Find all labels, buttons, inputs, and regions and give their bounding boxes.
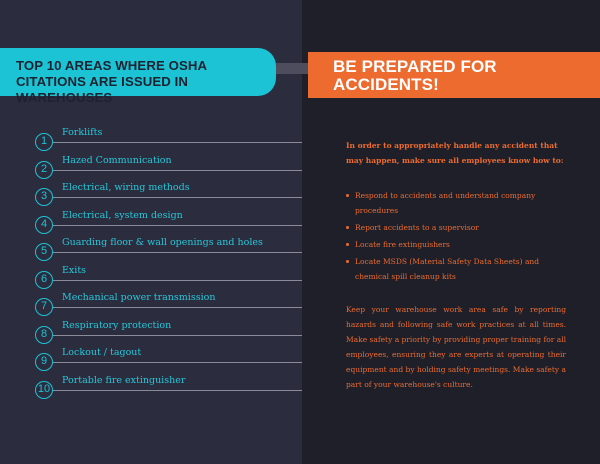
citation-divider — [53, 362, 302, 363]
citation-number-circle: 6 — [35, 271, 53, 289]
citation-label: Portable fire extinguisher — [62, 374, 186, 386]
citation-number-circle: 10 — [35, 381, 53, 399]
citation-number-circle: 8 — [35, 326, 53, 344]
citation-label: Guarding floor & wall openings and holes — [62, 237, 263, 248]
citation-number-circle: 4 — [35, 216, 53, 234]
preparedness-item — [346, 220, 566, 235]
citation-divider — [53, 390, 302, 391]
citation-divider — [53, 252, 302, 253]
preparedness-item-text: Locate MSDS (Material Safety Data Sheets) and chemical spill cleanup kits — [355, 257, 540, 281]
citation-item — [35, 203, 302, 230]
citation-number-circle: 9 — [35, 353, 53, 371]
citation-label: Exits — [62, 264, 87, 276]
citation-item — [35, 340, 302, 367]
citation-divider — [53, 307, 302, 308]
citation-label: Electrical, wiring methods — [62, 182, 190, 193]
bullet-icon — [346, 260, 349, 263]
citation-number-circle: 5 — [35, 243, 53, 261]
citation-number-circle: 3 — [35, 188, 53, 206]
preparedness-item — [346, 254, 566, 284]
citation-divider — [53, 280, 302, 281]
citation-item — [35, 175, 302, 202]
preparedness-list — [346, 188, 566, 284]
citation-divider — [53, 335, 302, 336]
preparedness-item — [346, 237, 566, 252]
intro-text: In order to appropriately handle any accident that may happen, make sure all employees know how to: — [346, 141, 564, 165]
citation-divider — [53, 170, 302, 171]
osha-citations-banner — [0, 48, 276, 105]
bullet-icon — [346, 194, 349, 197]
citation-label: Mechanical power transmission — [62, 292, 216, 303]
citation-label: Hazed Communication — [62, 154, 172, 166]
preparedness-item-text: Locate fire extinguishers — [355, 240, 450, 249]
citation-label: Respiratory protection — [62, 319, 172, 331]
banner-connector — [276, 63, 308, 74]
preparedness-item-text: Respond to accidents and understand company procedures — [355, 191, 536, 215]
citation-divider — [53, 142, 302, 143]
citation-item — [35, 148, 302, 175]
accident-preparedness-content — [346, 138, 566, 392]
citation-item — [35, 368, 302, 395]
preparedness-item-text: Report accidents to a supervisor — [355, 223, 479, 232]
accident-preparedness-banner — [308, 52, 600, 98]
bullet-icon — [346, 226, 349, 229]
citation-item — [35, 285, 302, 312]
citation-item — [35, 230, 302, 257]
citation-number-circle: 7 — [35, 298, 53, 316]
osha-citations-title: TOP 10 AREAS WHERE OSHA CITATIONS ARE ISSUED IN WAREHOUSES — [16, 58, 207, 105]
citation-number-circle: 2 — [35, 161, 53, 179]
accident-preparedness-title: BE PREPARED FOR ACCIDENTS! — [333, 57, 497, 94]
closing-paragraph: Keep your warehouse work area safe by reporting hazards and following safe work practices at all times. Make safety a priority by providing proper training for all employees, ensuring they are experts at operating their equipment and by holding safety meetings. Make safety a part of your warehouse's culture. — [346, 305, 566, 389]
citation-item — [35, 313, 302, 340]
citation-item — [35, 258, 302, 285]
preparedness-item — [346, 188, 566, 218]
citation-label: Forklifts — [62, 127, 103, 138]
citation-item — [35, 120, 302, 147]
bullet-icon — [346, 243, 349, 246]
citation-divider — [53, 197, 302, 198]
citation-divider — [53, 225, 302, 226]
citation-label: Electrical, system design — [62, 209, 183, 221]
citation-number-circle: 1 — [35, 133, 53, 151]
citation-label: Lockout / tagout — [62, 347, 142, 358]
